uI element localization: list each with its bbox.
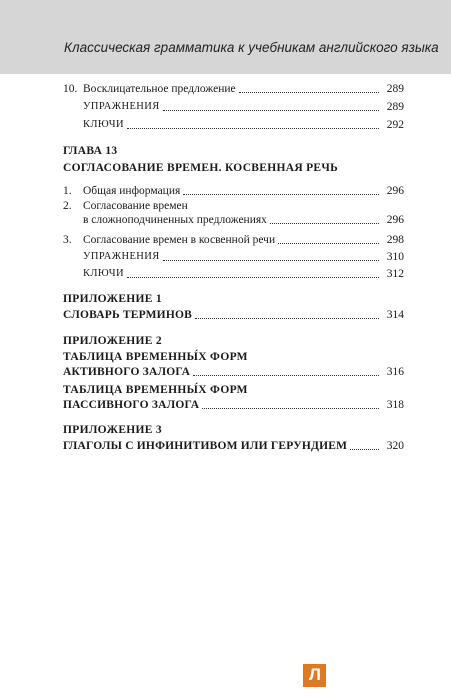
dot-leader xyxy=(202,407,379,409)
dot-leader xyxy=(239,91,379,93)
dot-leader xyxy=(193,374,379,376)
toc-entry-label-line1: Согласование времен xyxy=(83,200,188,212)
toc-entry-label-line2: в сложноподчиненных предложениях xyxy=(83,214,267,226)
toc-entry-label: КЛЮЧИ xyxy=(83,119,124,130)
toc-entry xyxy=(63,82,404,96)
dot-leader xyxy=(270,222,379,224)
toc-entry-page: 296 xyxy=(386,214,404,226)
dot-leader xyxy=(163,259,379,261)
toc-entry xyxy=(63,233,404,247)
dot-leader xyxy=(127,276,379,278)
chapter-subtitle: СОГЛАСОВАНИЕ ВРЕМЕН. КОСВЕННАЯ РЕЧЬ xyxy=(63,162,339,174)
toc-entry-label: УПРАЖНЕНИЯ xyxy=(83,101,160,112)
toc-entry-label: СЛОВАРЬ ТЕРМИНОВ xyxy=(63,309,192,321)
toc-entry-number: 10. xyxy=(63,83,78,95)
appendix-heading: ПРИЛОЖЕНИЕ 1 xyxy=(63,293,162,305)
toc-entry-multiline xyxy=(63,199,188,213)
toc-entry-label-line2: АКТИВНОГО ЗАЛОГА xyxy=(63,366,191,378)
toc-entry-label: Восклицательное предложение xyxy=(83,83,236,95)
dot-leader xyxy=(278,242,379,244)
toc-entry-page: 310 xyxy=(386,251,404,263)
toc-entry-page: 312 xyxy=(386,268,404,280)
toc-entry-number: 2. xyxy=(63,200,72,212)
running-header-band xyxy=(0,0,451,74)
toc-entry xyxy=(63,250,404,264)
toc-entry-page: 298 xyxy=(386,234,404,246)
toc-entry-page: 289 xyxy=(386,83,404,95)
dot-leader xyxy=(195,317,379,319)
toc-entry xyxy=(63,365,404,379)
dot-leader xyxy=(350,448,379,450)
toc-entry-number: 1. xyxy=(63,185,72,197)
toc-entry-number: 3. xyxy=(63,234,72,246)
toc-entry xyxy=(63,267,404,281)
toc-entry-label-line2: ПАССИВНОГО ЗАЛОГА xyxy=(63,399,200,411)
running-header-title: Классическая грамматика к учебникам английского языка xyxy=(64,40,439,55)
toc-entry-label: КЛЮЧИ xyxy=(83,268,124,279)
toc-entry-page: 318 xyxy=(386,399,404,411)
publisher-logo-letter: Л xyxy=(309,665,321,684)
toc-entry xyxy=(63,439,404,453)
toc-entry-label: УПРАЖНЕНИЯ xyxy=(83,251,160,262)
toc-entry-label: ГЛАГОЛЫ С ИНФИНИТИВОМ ИЛИ ГЕРУНДИЕМ xyxy=(63,440,348,452)
toc-entry-page: 296 xyxy=(386,185,404,197)
toc-entry-label-line1: ТАБЛИЦА ВРЕМЕННЫ́Х ФОРМ xyxy=(63,351,248,363)
toc-entry-page: 316 xyxy=(386,366,404,378)
appendix-heading: ПРИЛОЖЕНИЕ 3 xyxy=(63,424,162,436)
toc-entry xyxy=(63,213,404,227)
dot-leader xyxy=(183,193,379,195)
toc-entry-page: 314 xyxy=(386,309,404,321)
publisher-logo-icon xyxy=(303,664,326,687)
toc-entry-page: 292 xyxy=(386,119,404,131)
appendix-heading: ПРИЛОЖЕНИЕ 2 xyxy=(63,335,162,347)
toc-entry xyxy=(63,100,404,114)
toc-entry xyxy=(63,398,404,412)
toc-entry xyxy=(63,184,404,198)
dot-leader xyxy=(127,127,379,129)
toc-entry xyxy=(63,308,404,322)
toc-entry xyxy=(63,118,404,132)
chapter-heading: ГЛАВА 13 xyxy=(63,145,118,157)
toc-entry-page: 320 xyxy=(386,440,404,452)
dot-leader xyxy=(163,109,379,111)
toc-entry-page: 289 xyxy=(386,101,404,113)
toc-entry-label-line1: ТАБЛИЦА ВРЕМЕННЫ́Х ФОРМ xyxy=(63,384,248,396)
toc-entry-label: Согласование времен в косвенной речи xyxy=(83,234,276,246)
toc-entry-label: Общая информация xyxy=(83,185,181,197)
